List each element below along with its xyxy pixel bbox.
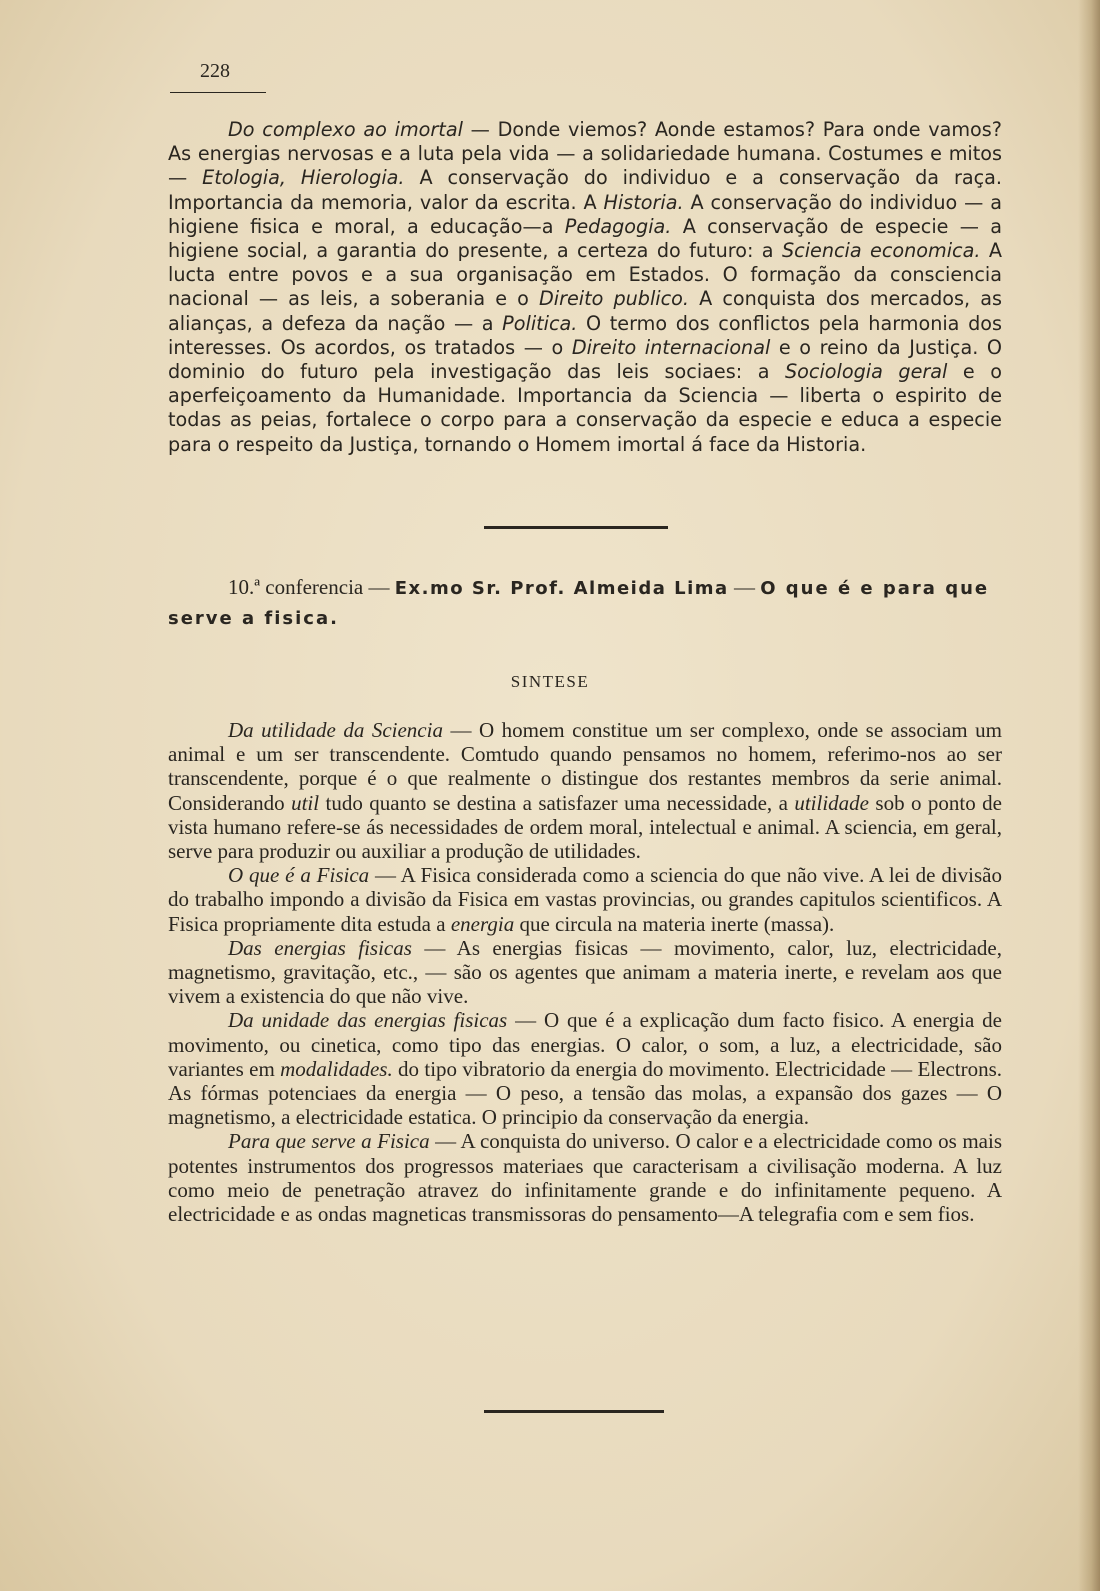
sintese-paragraph <box>168 936 1002 1009</box>
italic-term: Do complexo ao imortal <box>228 118 463 141</box>
italic-term: Pedagogia. <box>564 214 672 238</box>
text-run: — Donde viemos? Aonde estamos? Para onde vamos? As energias nervosas e a luta pela vida — a solidariedade humana. Costumes e mitos — <box>168 118 1002 190</box>
italic-term: Historia. <box>603 190 684 214</box>
italic-term: O que é a Fisica <box>228 863 370 888</box>
section-summary-text <box>168 118 1002 457</box>
lecturer-name: Ex.mo Sr. Prof. Almeida Lima <box>394 578 729 599</box>
text-run: e o aperfeiçoamento da Humanidade. Importancia da Sciencia — liberta o espirito de todas as peias, fortalece o corpo para a conservação da especie e educa a especie para o respeito da Justiça, tornando o Homem imortal á face da Historia. <box>168 360 1002 456</box>
page-number-rule <box>170 92 266 93</box>
italic-term: energia <box>450 911 515 936</box>
italic-term: Politica. <box>502 311 578 335</box>
text-run: — O homem constitue um ser complexo, onde se associam um animal e um ser transcendente. Comtudo quando pensamos no homem, referimo-nos ao ser transcendente, porque é o que realmente o distingue dos restantes membros da serie animal. Considerando <box>168 718 1002 815</box>
italic-term: Da unidade das energias fisicas <box>228 1008 508 1033</box>
text-run: tudo quanto se destina a satisfazer uma necessidade, a <box>319 790 795 815</box>
italic-term: Sciencia economica. <box>781 239 981 263</box>
sintese-text <box>168 718 1002 1226</box>
text-run: — A conquista do universo. O calor e a electricidade como os mais potentes instrumentos dos progressos materiaes que caracterisam a civilisação moderna. A luz como meio de penetração atravez do infinitamente grande e do infinitamente pequeno. A electricidade e as ondas magneticas transmissoras do pensamento—A telegrafia com e sem fios. <box>168 1129 1002 1227</box>
italic-term: Direito publico. <box>538 287 690 311</box>
italic-term: utilidade <box>794 790 870 815</box>
page-number: 228 <box>200 60 230 82</box>
text-run: — A Fisica considerada como a sciencia do que não vive. A lei de divisão do trabalho impondo a divisão da Fisica em vastas provincias, ou grandes capitulos scientificos. A Fisica propriamente dita estuda a <box>168 863 1003 936</box>
text-run: que circula na materia inerte (massa). <box>514 911 835 936</box>
text-run: A conservação do individuo e a conservação da raça. Importancia da memoria, valor da escrita. A <box>168 166 1002 214</box>
summary-paragraph <box>168 118 1002 457</box>
sintese-paragraph <box>168 863 1002 936</box>
italic-term: Direito internacional <box>571 335 771 359</box>
text-run: O termo dos conflictos pela harmonia dos interesses. Os acordos, os tratados — o <box>168 311 1002 359</box>
text-run: A lucta entre povos e a sua organisação em Estados. O formação da consciencia nacional — as leis, a soberania e o <box>168 239 1002 311</box>
section-divider <box>484 526 668 529</box>
closing-divider <box>484 1410 664 1413</box>
text-run: — As energias fisicas — movimento, calor, luz, electricidade, magnetismo, gravitação, etc., — são os agentes que animam a materia inerte, e revelam aos que vivem a existencia do que não vive. <box>168 935 1002 1009</box>
italic-term: util <box>291 790 320 815</box>
page-edge-shadow <box>1078 0 1100 1591</box>
italic-term: Para que serve a Fisica <box>228 1129 430 1154</box>
sintese-paragraph <box>168 1129 1002 1226</box>
conference-heading <box>168 573 1002 633</box>
text-run: A conquista dos mercados, as alianças, a defeza da nação — a <box>168 287 1002 335</box>
conference-subtitle: O que é e para que serve a fisica. <box>168 578 990 629</box>
sintese-paragraph <box>168 1008 1002 1129</box>
conference-number: 10.ª conferencia — <box>228 575 390 599</box>
italic-term: Sociologia geral <box>785 360 948 384</box>
italic-term: Etologia, Hierologia. <box>202 166 405 190</box>
text-run: — O que é a explicação dum facto fisico. A energia de movimento, ou cinetica, como tipo das energias. O calor, o som, a luz, a electricidade, são variantes em <box>168 1008 1002 1081</box>
text-run: A conservação do individuo — a higiene fisica e moral, a educação—a <box>168 190 1002 238</box>
sintese-paragraph <box>168 718 1002 863</box>
italic-term: Das energias fisicas <box>228 935 412 960</box>
text-run: sob o ponto de vista humano refere-se ás necessidades de ordem moral, intelectual e animal. A sciencia, em geral, serve para produzir ou auxiliar a produção de utilidades. <box>168 790 1003 864</box>
sintese-heading: SINTESE <box>510 672 590 691</box>
italic-term: modalidades. <box>280 1056 393 1081</box>
heading-dash: — <box>728 575 761 599</box>
text-run: A conservação de especie — a higiene social, a garantia do presente, a certeza do futuro: a <box>168 214 1003 263</box>
italic-term: Da utilidade da Sciencia <box>228 718 443 742</box>
text-run: do tipo vibratorio da energia do movimento. Electricidade — Electrons. As fórmas potenciaes da energia — O peso, a tensão das molas, a expansão dos gazes — O magnetismo, a electricidade estatica. O principio da conservação da energia. <box>168 1056 1002 1130</box>
text-run: e o reino da Justiça. O dominio do futuro pela investigação das leis sociaes: a <box>168 335 1002 384</box>
